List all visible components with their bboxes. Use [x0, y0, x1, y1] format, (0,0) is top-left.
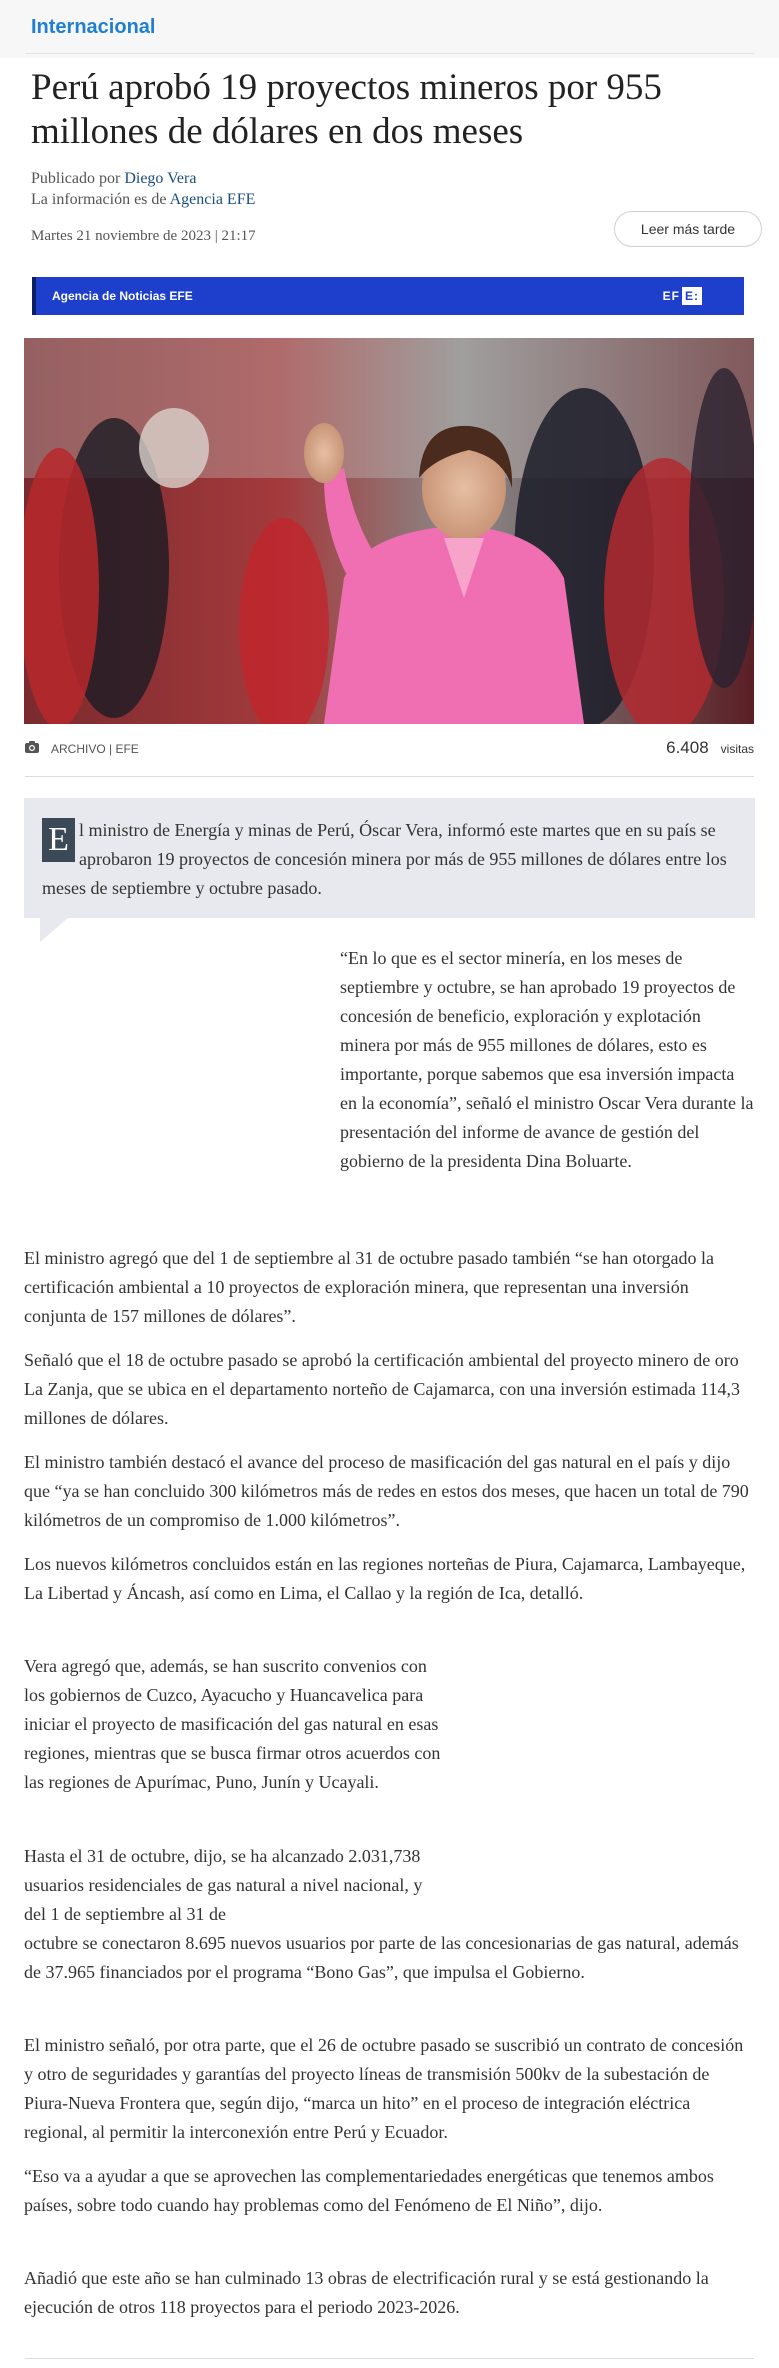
photo-illustration: [24, 338, 754, 724]
photo-caption: [25, 741, 139, 756]
article-photo[interactable]: [24, 338, 754, 724]
section-divider: [25, 53, 754, 54]
dropcap: E: [42, 818, 75, 862]
efe-banner-label: Agencia de Noticias EFE: [52, 289, 193, 303]
camera-icon: [25, 741, 39, 756]
photo-credit: ARCHIVO | EFE: [51, 741, 139, 756]
visit-label: visitas: [720, 742, 754, 756]
visit-counter: [666, 738, 754, 758]
article-paragraph: El ministro agregó que del 1 de septiembre al 31 de octubre pasado también “se han otorgado la certificación ambiental a 10 proyectos de exploración minera, que representan una inversión conjunta de 157 millones de dólares”.: [24, 1248, 714, 1326]
byline-published-prefix: Publicado por: [31, 170, 121, 187]
efe-logo-box: E:: [682, 287, 702, 305]
article-paragraph: Los nuevos kilómetros concluidos están en las regiones norteñas de Piura, Cajamarca, Lambayeque, La Libertad y Áncash, así como en Lima, el Callao y la región de Ica, detalló.: [24, 1554, 746, 1603]
efe-logo-left: EF: [662, 289, 680, 303]
byline-source: [31, 191, 255, 209]
article-paragraph: octubre se conectaron 8.695 nuevos usuarios por parte de las concesionarias de gas natural, además de 37.965 financiados por el programa “Bono Gas”, que impulsa el Gobierno.: [24, 1933, 739, 1982]
article-paragraph: El ministro señaló, por otra parte, que el 26 de octubre pasado se suscribió un contrato de concesión y otro de seguridades y garantías del proyecto líneas de transmisión 500kv de la subestación de Piura-Nueva Frontera que, según dijo, “marca un hito” en el proceso de integración eléctrica regional, al permitir la interconexión entre Perú y Ecuador.: [24, 2035, 744, 2142]
pull-quote: “En lo que es el sector minería, en los meses de septiembre y octubre, se han aprobado 19 proyectos de concesión de beneficio, exploración y explotación minera por más de 955 millones de dólares, esto es importante, porque sabemos que esa inversión impacta en la economía”, señaló el ministro Oscar Vera durante la presentación del informe de avance de gestión del gobierno de la presidenta Dina Boluarte.: [340, 948, 754, 1171]
article-paragraph: El ministro también destacó el avance del proceso de masificación del gas natural en el país y dijo que “ya se han concluido 300 kilómetros más de redes en estos dos meses, que hacen un total de 790 kilómetros de un compromiso de 1.000 kilómetros”.: [24, 1452, 749, 1530]
article-end-divider: [25, 2358, 754, 2359]
lead-callout-tail: [40, 918, 68, 942]
article-headline: Perú aprobó 19 proyectos mineros por 955 millones de dólares en dos meses: [31, 67, 662, 152]
publish-date: Martes 21 noviembre de 2023 | 21:17: [31, 228, 256, 244]
article-paragraph: “Eso va a ayudar a que se aprovechen las complementariedades energéticas que tenemos ambos países, sobre todo cuando hay problemas como del Fenómeno de El Niño”, dijo.: [24, 2166, 714, 2215]
efe-banner[interactable]: [32, 277, 744, 315]
byline-author: [31, 170, 196, 188]
article-paragraph: Vera agregó que, además, se han suscrito convenios con los gobiernos de Cuzco, Ayacucho y Huancavelica para iniciar el proyecto de masificación del gas natural en esas regiones, mientras que se busca firmar otros acuerdos con las regiones de Apurímac, Puno, Junín y Ucayali.: [24, 1656, 441, 1792]
article-paragraph: Hasta el 31 de octubre, dijo, se ha alcanzado 2.031,738 usuarios residenciales de gas natural a nivel nacional, y del 1 de septiembre al 31 de: [24, 1846, 423, 1924]
article-paragraph: Añadió que este año se han culminado 13 obras de electrificación rural y se está gestionando la ejecución de otros 118 proyectos para el periodo 2023-2026.: [24, 2268, 709, 2317]
section-link-internacional[interactable]: Internacional: [31, 16, 156, 38]
caption-divider: [25, 776, 754, 777]
lead-text: l ministro de Energía y minas de Perú, Óscar Vera, informó este martes que en su país se aprobaron 19 proyectos de concesión minera por más de 955 millones de dólares entre los meses de septiembre y octubre pasado.: [42, 820, 727, 898]
efe-logo-icon: [663, 285, 702, 307]
lead-paragraph: [24, 798, 755, 918]
article-paragraph: Señaló que el 18 de octubre pasado se aprobó la certificación ambiental del proyecto minero de oro La Zanja, que se ubica en el departamento norteño de Cajamarca, con una inversión estimada 114,3 millones de dólares.: [24, 1350, 741, 1428]
visit-count: 6.408: [666, 738, 709, 757]
source-link[interactable]: Agencia EFE: [169, 191, 256, 208]
read-later-button[interactable]: Leer más tarde: [614, 211, 762, 247]
section-bar: [0, 0, 779, 58]
author-link[interactable]: Diego Vera: [124, 170, 197, 187]
byline-source-prefix: La información es de: [31, 191, 167, 208]
